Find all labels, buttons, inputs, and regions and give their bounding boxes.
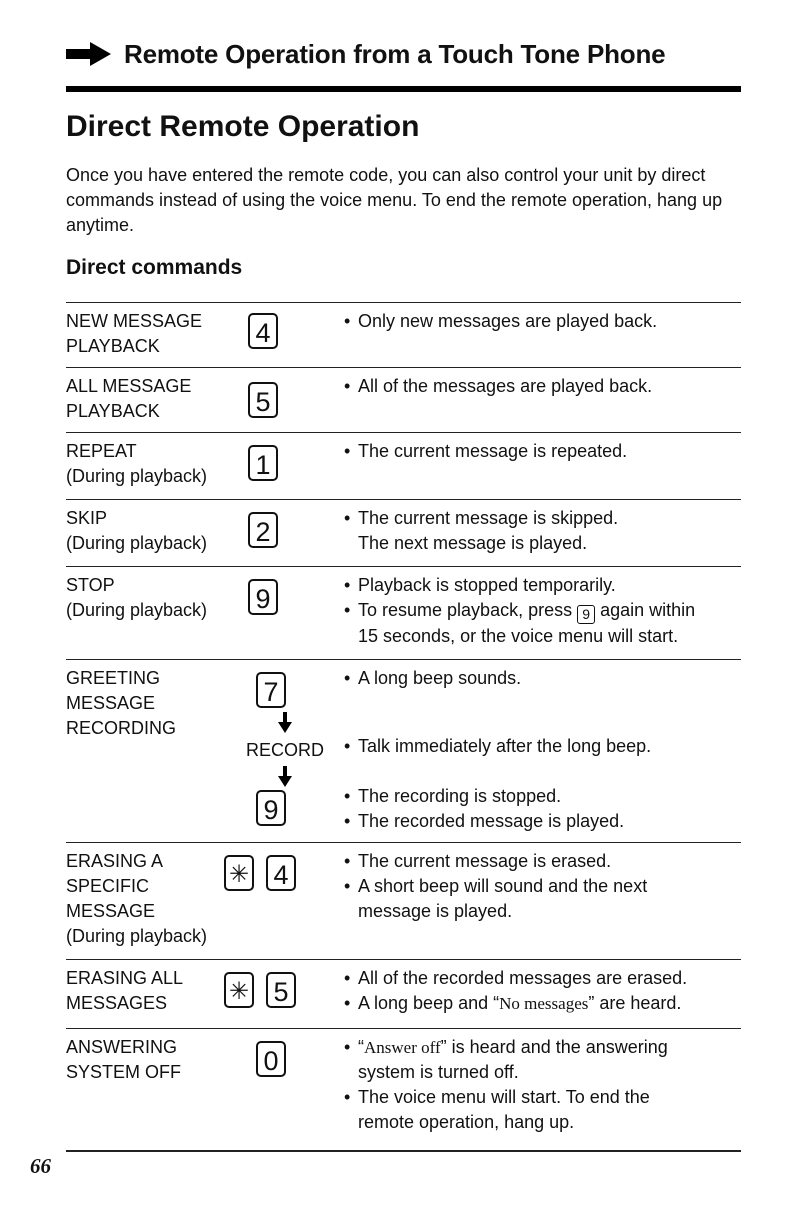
command-description: • The current message is erased. • A short beep will sound and the next message is played.: [344, 849, 744, 924]
table-row: [66, 499, 741, 566]
key-5: 5: [248, 382, 278, 418]
key-9-inline: 9: [577, 605, 595, 624]
command-name: ERASING A SPECIFIC MESSAGE (During playback): [66, 851, 208, 946]
command-description: • “Answer off” is heard and the answering system is turned off. • The voice menu will start. To end the remote operation, hang up.: [344, 1035, 744, 1135]
command-description: • All of the recorded messages are erased. • A long beep and “No messages” are heard.: [344, 966, 744, 1016]
record-label: RECORD: [246, 740, 325, 760]
command-description: • Playback is stopped temporarily. • To resume playback, press 9 again within 15 seconds, or the voice menu will start.: [344, 573, 744, 649]
command-name: STOP (During playback): [66, 575, 208, 620]
table-row: [66, 1028, 741, 1143]
command-description: • The current message is skipped. The next message is played.: [344, 506, 744, 556]
footer-rule: [66, 1150, 741, 1152]
key-7: 7: [256, 672, 286, 708]
key-star: ✳: [224, 855, 254, 891]
command-name: REPEAT (During playback): [66, 441, 208, 486]
resume-instruction: • To resume playback, press 9 again within: [344, 598, 744, 624]
table-row: [66, 842, 741, 959]
command-description: • The recording is stopped. • The recorded message is played.: [344, 784, 744, 834]
command-name: ERASING ALL MESSAGES: [66, 968, 184, 1013]
table-row: [66, 302, 741, 367]
table-row: [66, 959, 741, 1028]
right-arrow-icon: [66, 41, 112, 67]
page-header: [66, 36, 665, 72]
down-arrow-icon: [278, 766, 292, 788]
key-0: 0: [256, 1041, 286, 1077]
section-title: Direct Remote Operation: [66, 110, 420, 143]
key-5: 5: [266, 972, 296, 1008]
page-number: 66: [30, 1154, 51, 1178]
command-description: • Talk immediately after the long beep.: [344, 734, 744, 759]
no-messages-line: • A long beep and “No messages” are heard.: [344, 991, 744, 1016]
command-description: • A long beep sounds.: [344, 666, 744, 691]
command-name: ANSWERING SYSTEM OFF: [66, 1037, 182, 1082]
key-star: ✳: [224, 972, 254, 1008]
command-name: ALL MESSAGE PLAYBACK: [66, 376, 192, 421]
key-4: 4: [248, 313, 278, 349]
table-row: [66, 659, 741, 842]
key-4: 4: [266, 855, 296, 891]
command-description: • The current message is repeated.: [344, 439, 744, 464]
command-name: GREETING MESSAGE RECORDING: [66, 668, 177, 738]
command-name: NEW MESSAGE PLAYBACK: [66, 311, 203, 356]
command-description: • Only new messages are played back.: [344, 309, 744, 334]
key-9: 9: [256, 790, 286, 826]
commands-table: [66, 302, 741, 1143]
header-rule: [66, 86, 741, 92]
key-9: 9: [248, 579, 278, 615]
key-1: 1: [248, 445, 278, 481]
command-name: SKIP (During playback): [66, 508, 208, 553]
intro-paragraph: Once you have entered the remote code, you can also control your unit by direct commands instead of using the voice menu. To end the remote operation, hang up anytime.: [66, 165, 723, 235]
answer-off-line: • “Answer off” is heard and the answering: [344, 1035, 744, 1060]
header-title: Remote Operation from a Touch Tone Phone: [124, 38, 666, 69]
down-arrow-icon: [278, 712, 292, 734]
subsection-title: Direct commands: [66, 256, 243, 279]
key-2: 2: [248, 512, 278, 548]
table-row: [66, 367, 741, 432]
table-row: [66, 432, 741, 499]
command-description: • All of the messages are played back.: [344, 374, 744, 399]
table-row: [66, 566, 741, 659]
